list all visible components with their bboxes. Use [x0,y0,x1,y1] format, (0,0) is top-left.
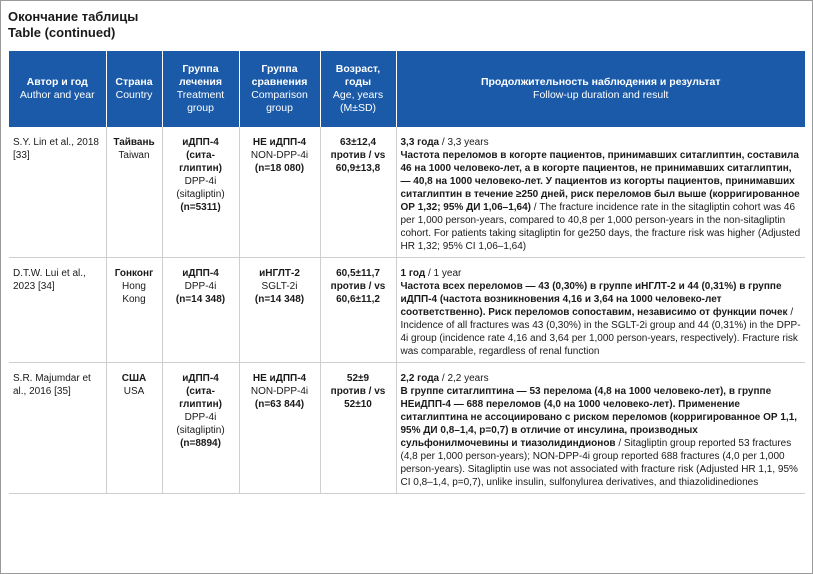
header-author-ru: Автор и год [26,76,88,88]
treatment-en-2: (sitagliptin) [176,425,225,436]
treatment-n: (n=14 348) [175,294,226,305]
header-age-en: Age, years (M±SD) [332,89,384,114]
period-ru: 2,2 года [400,373,440,384]
header-treatment-ru: Группа лечения [179,63,222,88]
cell-comparison [239,127,320,258]
cell-author: D.T.W. Lui et al., 2023 [34] [9,258,106,363]
header-country [106,51,162,127]
table-row [9,258,805,363]
header-country-ru: Страна [115,76,153,88]
cell-country [106,363,162,494]
treatment-ru: иДПП-4 (сита-глиптин) [179,373,222,410]
cell-comparison [239,258,320,363]
result-en: / The fracture incidence rate in the sitagliptin cohort was 46 per 1,000 person-years, compared to 40,8 per 1,000 person-years in the non-sitagliptin cohort. For patients taking sitagliptin for ge250 days, the fracture risk was higher (Adjusted HR 1,32; 95% CI 1,06–1,64) [400,202,801,252]
header-result-ru: Продолжительность наблюдения и результат [480,76,721,88]
header-country-en: Country [115,89,153,101]
header-author [9,51,106,127]
result-ru: Частота всех переломов — 43 (0,30%) в группе иНГЛТ-2 и 44 (0,31%) в группе иДПП-4 (частота возникновения 4,16 и 3,64 на 1000 человеко-лет соответственно). Риск переломов сопоставим, независимо от функции почек [400,281,788,318]
cell-author: S.R. Majumdar et al., 2016 [35] [9,363,106,494]
header-comparison-ru: Группа сравнения [251,63,308,88]
country-ru: Тайвань [113,137,155,148]
age-treatment: 52±9 [346,373,370,384]
treatment-ru: иДПП-4 [182,268,219,279]
treatment-n: (n=8894) [180,438,221,449]
country-en: USA [123,386,145,397]
results-table [9,51,805,494]
comparison-n: (n=63 844) [254,399,305,410]
header-treatment [162,51,239,127]
age-comparison: 60,9±13,8 [335,163,381,174]
cell-country [106,258,162,363]
age-vs: против / vs [330,386,386,397]
header-comparison [239,51,320,127]
period-en: / 3,3 years [439,137,489,148]
comparison-en: NON-DPP-4i [250,150,309,161]
cell-result [396,363,805,494]
header-result-en: Follow-up duration and result [533,89,669,101]
cell-age [320,258,396,363]
comparison-ru: иНГЛТ-2 [259,268,300,279]
period-ru: 1 год [400,268,426,279]
header-age [320,51,396,127]
cell-author: S.Y. Lin et al., 2018 [33] [9,127,106,258]
header-result [396,51,805,127]
cell-treatment [162,363,239,494]
cell-treatment [162,127,239,258]
caption-ru: Окончание таблицы [8,9,139,24]
cell-treatment [162,258,239,363]
age-treatment: 60,5±11,7 [336,268,380,279]
result-ru: В группе ситаглиптина — 53 перелома (4,8 на 1000 человеко-лет), в группе НЕиДПП-4 — 688 переломов (4,0 на 1000 человеко-лет). Применение ситаглиптина не ассоциировано с риском переломов (корригированное ОР 1,1, 95% ДИ 0,8–1,4, p=0,7) в отличие от инсулина, производных сульфонилмочевины и тиазолидиндионов [400,386,798,449]
comparison-ru: НЕ иДПП-4 [252,137,307,148]
country-ru: Гонконг [114,268,154,279]
header-comparison-en: Comparison group [251,89,308,114]
treatment-en: DPP-4i [184,412,217,423]
header-age-ru: Возраст, годы [335,63,381,88]
treatment-n: (n=5311) [180,202,221,213]
country-en: Taiwan [118,150,150,161]
cell-result [396,258,805,363]
table-row [9,127,805,258]
treatment-en: DPP-4i [184,176,217,187]
header-row [9,51,805,127]
result-en: / Incidence of all fractures was 43 (0,30%) in the SGLT-2i group and 44 (0,31%) in the DPP-4i group (incidence rate 4,16 and 3,64 per 1,000 person-years, respectively). Fracture risk was comparable, regardless of renal function [400,307,801,357]
caption-en: Table (continued) [8,25,116,40]
cell-country [106,127,162,258]
country-ru: США [121,373,147,384]
age-vs: против / vs [330,150,386,161]
table-caption [8,9,138,41]
cell-comparison [239,363,320,494]
age-comparison: 52±10 [344,399,372,410]
table-row [9,363,805,494]
cell-age [320,363,396,494]
period-en: / 2,2 years [439,373,489,384]
age-comparison: 60,6±11,2 [336,294,380,305]
comparison-n: (n=18 080) [254,163,305,174]
treatment-ru: иДПП-4 (сита-глиптин) [179,137,222,174]
comparison-ru: НЕ иДПП-4 [252,373,307,384]
age-treatment: 63±12,4 [339,137,377,148]
result-en: / Sitagliptin group reported 53 fractures (4,8 per 1,000 person-years); NON-DPP-4i group reported 688 fractures (4,0 per 1,000 person-years). Sitagliptin use was not associated with fracture risk (Adjusted HR 1,1, 95% CI 0,8–1,4, p=0,7), unlike insulin, sulfonylurea derivatives, and thiazolidinediones [400,438,798,488]
country-en: Hong Kong [122,281,146,305]
period-ru: 3,3 года [400,137,440,148]
treatment-en-2: (sitagliptin) [176,189,225,200]
comparison-en: SGLT-2i [261,281,298,292]
cell-result [396,127,805,258]
treatment-en: DPP-4i [184,281,217,292]
period-en: / 1 year [425,268,462,279]
cell-age [320,127,396,258]
comparison-en: NON-DPP-4i [250,386,309,397]
age-vs: против / vs [330,281,386,292]
header-author-en: Author and year [19,89,95,101]
comparison-n: (n=14 348) [254,294,305,305]
result-ru: Частота переломов в когорте пациентов, принимавших ситаглиптин, составила 46 на 1000 человеко-лет, а в когорте пациентов, не принимавших ситаглиптин, — 40,8 на 1000 человеко-лет. У пациентов из когорты пациентов, принимавших ситаглиптин в течение ≥250 дней, риск переломов был выше (корригированное ОР 1,32; 95% ДИ 1,06–1,64) [400,150,800,213]
header-treatment-en: Treatment group [176,89,225,114]
